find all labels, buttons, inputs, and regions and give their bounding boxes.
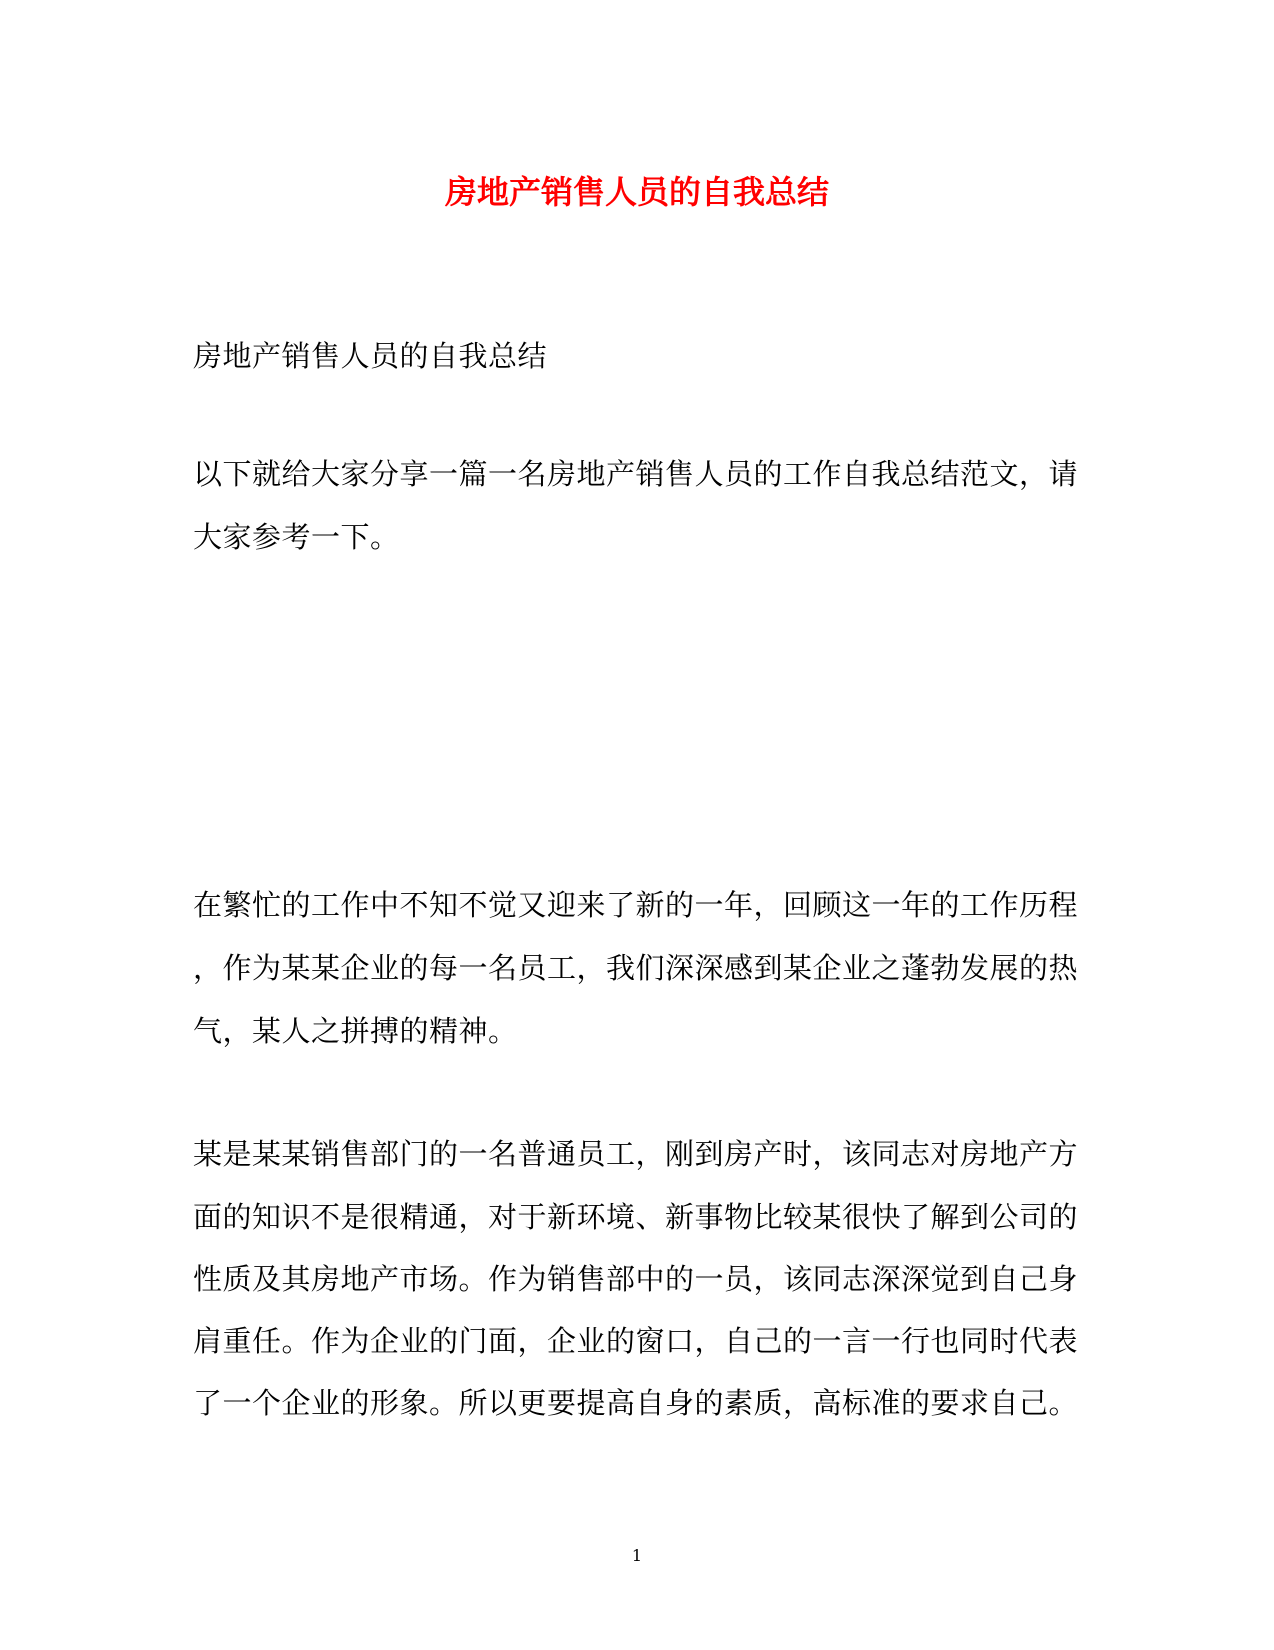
paragraph-line: 面的知识不是很精通，对于新环境、新事物比较某很快了解到公司的 [193, 1200, 1079, 1234]
paragraph-line: 了一个企业的形象。所以更要提高自身的素质，高标准的要求自己。 [193, 1386, 1079, 1420]
paragraph-line: ，作为某某企业的每一名员工，我们深深感到某企业之蓬勃发展的热 [193, 951, 1079, 985]
page-number: 1 [631, 1546, 643, 1565]
document-subtitle: 房地产销售人员的自我总结 [193, 339, 548, 373]
paragraph-line: 性质及其房地产市场。作为销售部中的一员，该同志深深觉到自己身 [193, 1262, 1079, 1296]
paragraph-line: 某是某某销售部门的一名普通员工，刚到房产时，该同志对房地产方 [193, 1137, 1079, 1171]
paragraph-line: 以下就给大家分享一篇一名房地产销售人员的工作自我总结范文，请 [193, 457, 1079, 491]
paragraph-line: 肩重任。作为企业的门面，企业的窗口，自己的一言一行也同时代表 [193, 1324, 1079, 1358]
paragraph-line: 大家参考一下。 [193, 520, 400, 554]
paragraph-line: 在繁忙的工作中不知不觉又迎来了新的一年，回顾这一年的工作历程 [193, 888, 1079, 922]
document-title: 房地产销售人员的自我总结 [444, 173, 829, 211]
paragraph-line: 气，某人之拼搏的精神。 [193, 1014, 518, 1048]
